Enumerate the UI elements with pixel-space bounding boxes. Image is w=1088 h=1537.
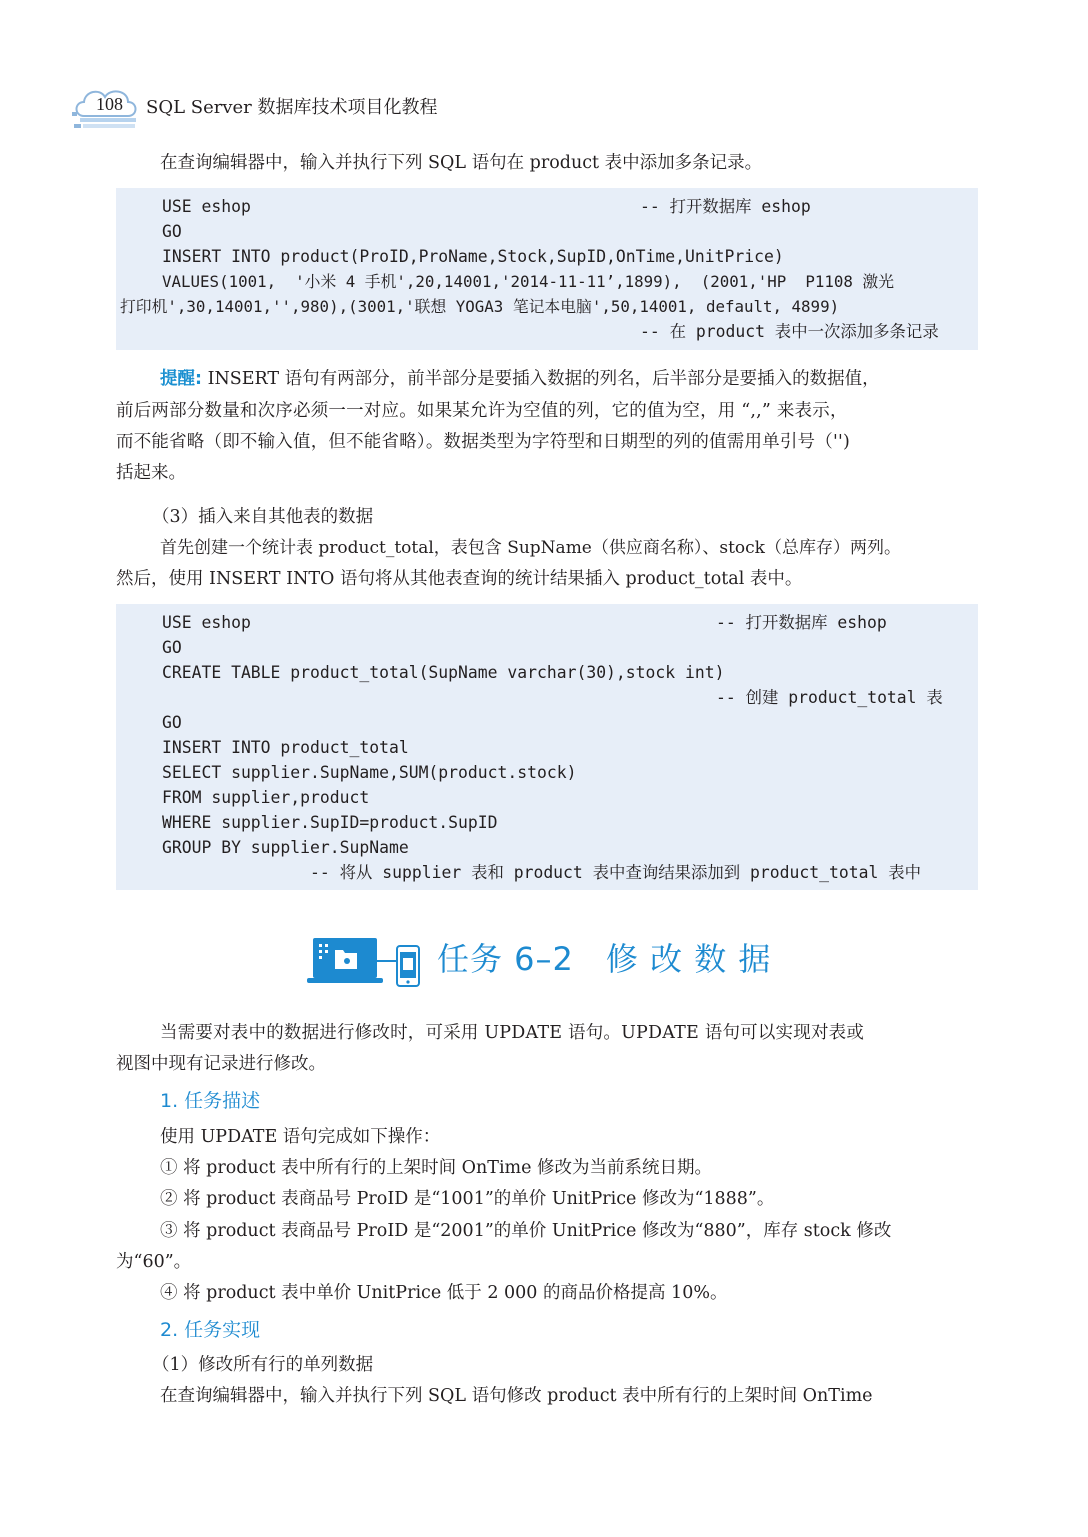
tip-line-4: 括起来。 [116,463,186,483]
tip-text: INSERT 语句有两部分，前半部分是要插入数据的列名，后半部分是要插入的数据值， [202,369,880,389]
task-intro-line-1: 当需要对表中的数据进行修改时，可采用 UPDATE 语句。UPDATE 语句可以实现对表或 [160,1023,865,1043]
code-line: GO [162,638,182,657]
code-comment: -- 打开数据库 eshop [640,197,811,216]
tip-line-2: 前后两部分数量和次序必须一一对应。如果某允许为空值的列，它的值为空，用 “,,” 来表示， [116,401,848,421]
section-paragraph: 首先创建一个统计表 product_total，表包含 SupName（供应商名称）、stock（总库存）两列。 [160,538,901,558]
book-title: SQL Server 数据库技术项目化教程 [146,97,438,118]
code-comment: -- 打开数据库 eshop [716,613,887,632]
code-comment: -- 将从 supplier 表和 product 表中查询结果添加到 product_total 表中 [310,863,921,882]
code-comment: -- 创建 product_total 表 [716,688,943,707]
code-line: GO [162,713,182,732]
implementation-subheading: （1）修改所有行的单列数据 [152,1355,374,1375]
tip-label: 提醒: [160,369,202,389]
description-item: ② 将 product 表商品号 ProID 是“1001”的单价 UnitPrice 修改为“1888”。 [160,1189,775,1209]
description-lead: 使用 UPDATE 语句完成如下操作： [160,1127,441,1147]
code-line: GROUP BY supplier.SupName [162,838,409,857]
description-item: ③ 将 product 表商品号 ProID 是“2001”的单价 UnitPrice 修改为“880”，库存 stock 修改 [160,1221,892,1241]
section-heading: （3）插入来自其他表的数据 [152,507,374,527]
code-line: INSERT INTO product_total [162,738,409,757]
page-header [70,82,490,132]
code-block-insert-multiple [116,188,978,350]
code-line: INSERT INTO product(ProID,ProName,Stock,SupID,OnTime,UnitPrice) [162,247,784,266]
description-item: ① 将 product 表中所有行的上架时间 OnTime 修改为当前系统日期。 [160,1158,713,1178]
task-title [437,934,771,980]
code-line: FROM supplier,product [162,788,370,807]
tip-line-1 [160,364,880,395]
code-line: WHERE supplier.SupID=product.SupID [162,813,498,832]
subheading-task-implementation: 2. 任务实现 [160,1319,261,1341]
task-banner [305,930,805,990]
task-number: 任务 6–2 [437,940,574,978]
task-name: 修 改 数 据 [605,940,772,978]
code-line: 打印机',30,14001,'',980),(3001,'联想 YOGA3 笔记本电脑',50,14001, default, 4899) [120,297,840,316]
intro-paragraph: 在查询编辑器中，输入并执行下列 SQL 语句在 product 表中添加多条记录。 [160,153,763,173]
code-line: USE eshop [162,197,251,216]
code-line: SELECT supplier.SupName,SUM(product.stock) [162,763,577,782]
page-number: 108 [96,94,123,114]
code-block-insert-select [116,604,978,890]
description-item-continued: 为“60”。 [116,1252,192,1272]
section-paragraph: 然后，使用 INSERT INTO 语句将从其他表查询的统计结果插入 product_total 表中。 [116,569,803,589]
laptop-phone-icon [305,930,427,990]
subheading-task-description: 1. 任务描述 [160,1090,261,1112]
code-line: VALUES(1001, '小米 4 手机',20,14001,'2014-11-11’,1899), (2001,'HP P1108 激光 [162,272,894,291]
tip-line-3: 而不能省略（即不输入值，但不能省略）。数据类型为字符型和日期型的列的值需用单引号（'') [116,432,850,452]
task-intro-line-2: 视图中现有记录进行修改。 [116,1054,326,1074]
code-line: CREATE TABLE product_total(SupName varchar(30),stock int) [162,663,725,682]
code-line: GO [162,222,182,241]
code-comment: -- 在 product 表中一次添加多条记录 [640,322,939,341]
implementation-paragraph: 在查询编辑器中，输入并执行下列 SQL 语句修改 product 表中所有行的上架时间 OnTime [160,1386,873,1406]
code-line: USE eshop [162,613,251,632]
description-item: ④ 将 product 表中单价 UnitPrice 低于 2 000 的商品价格提高 10%。 [160,1283,728,1303]
